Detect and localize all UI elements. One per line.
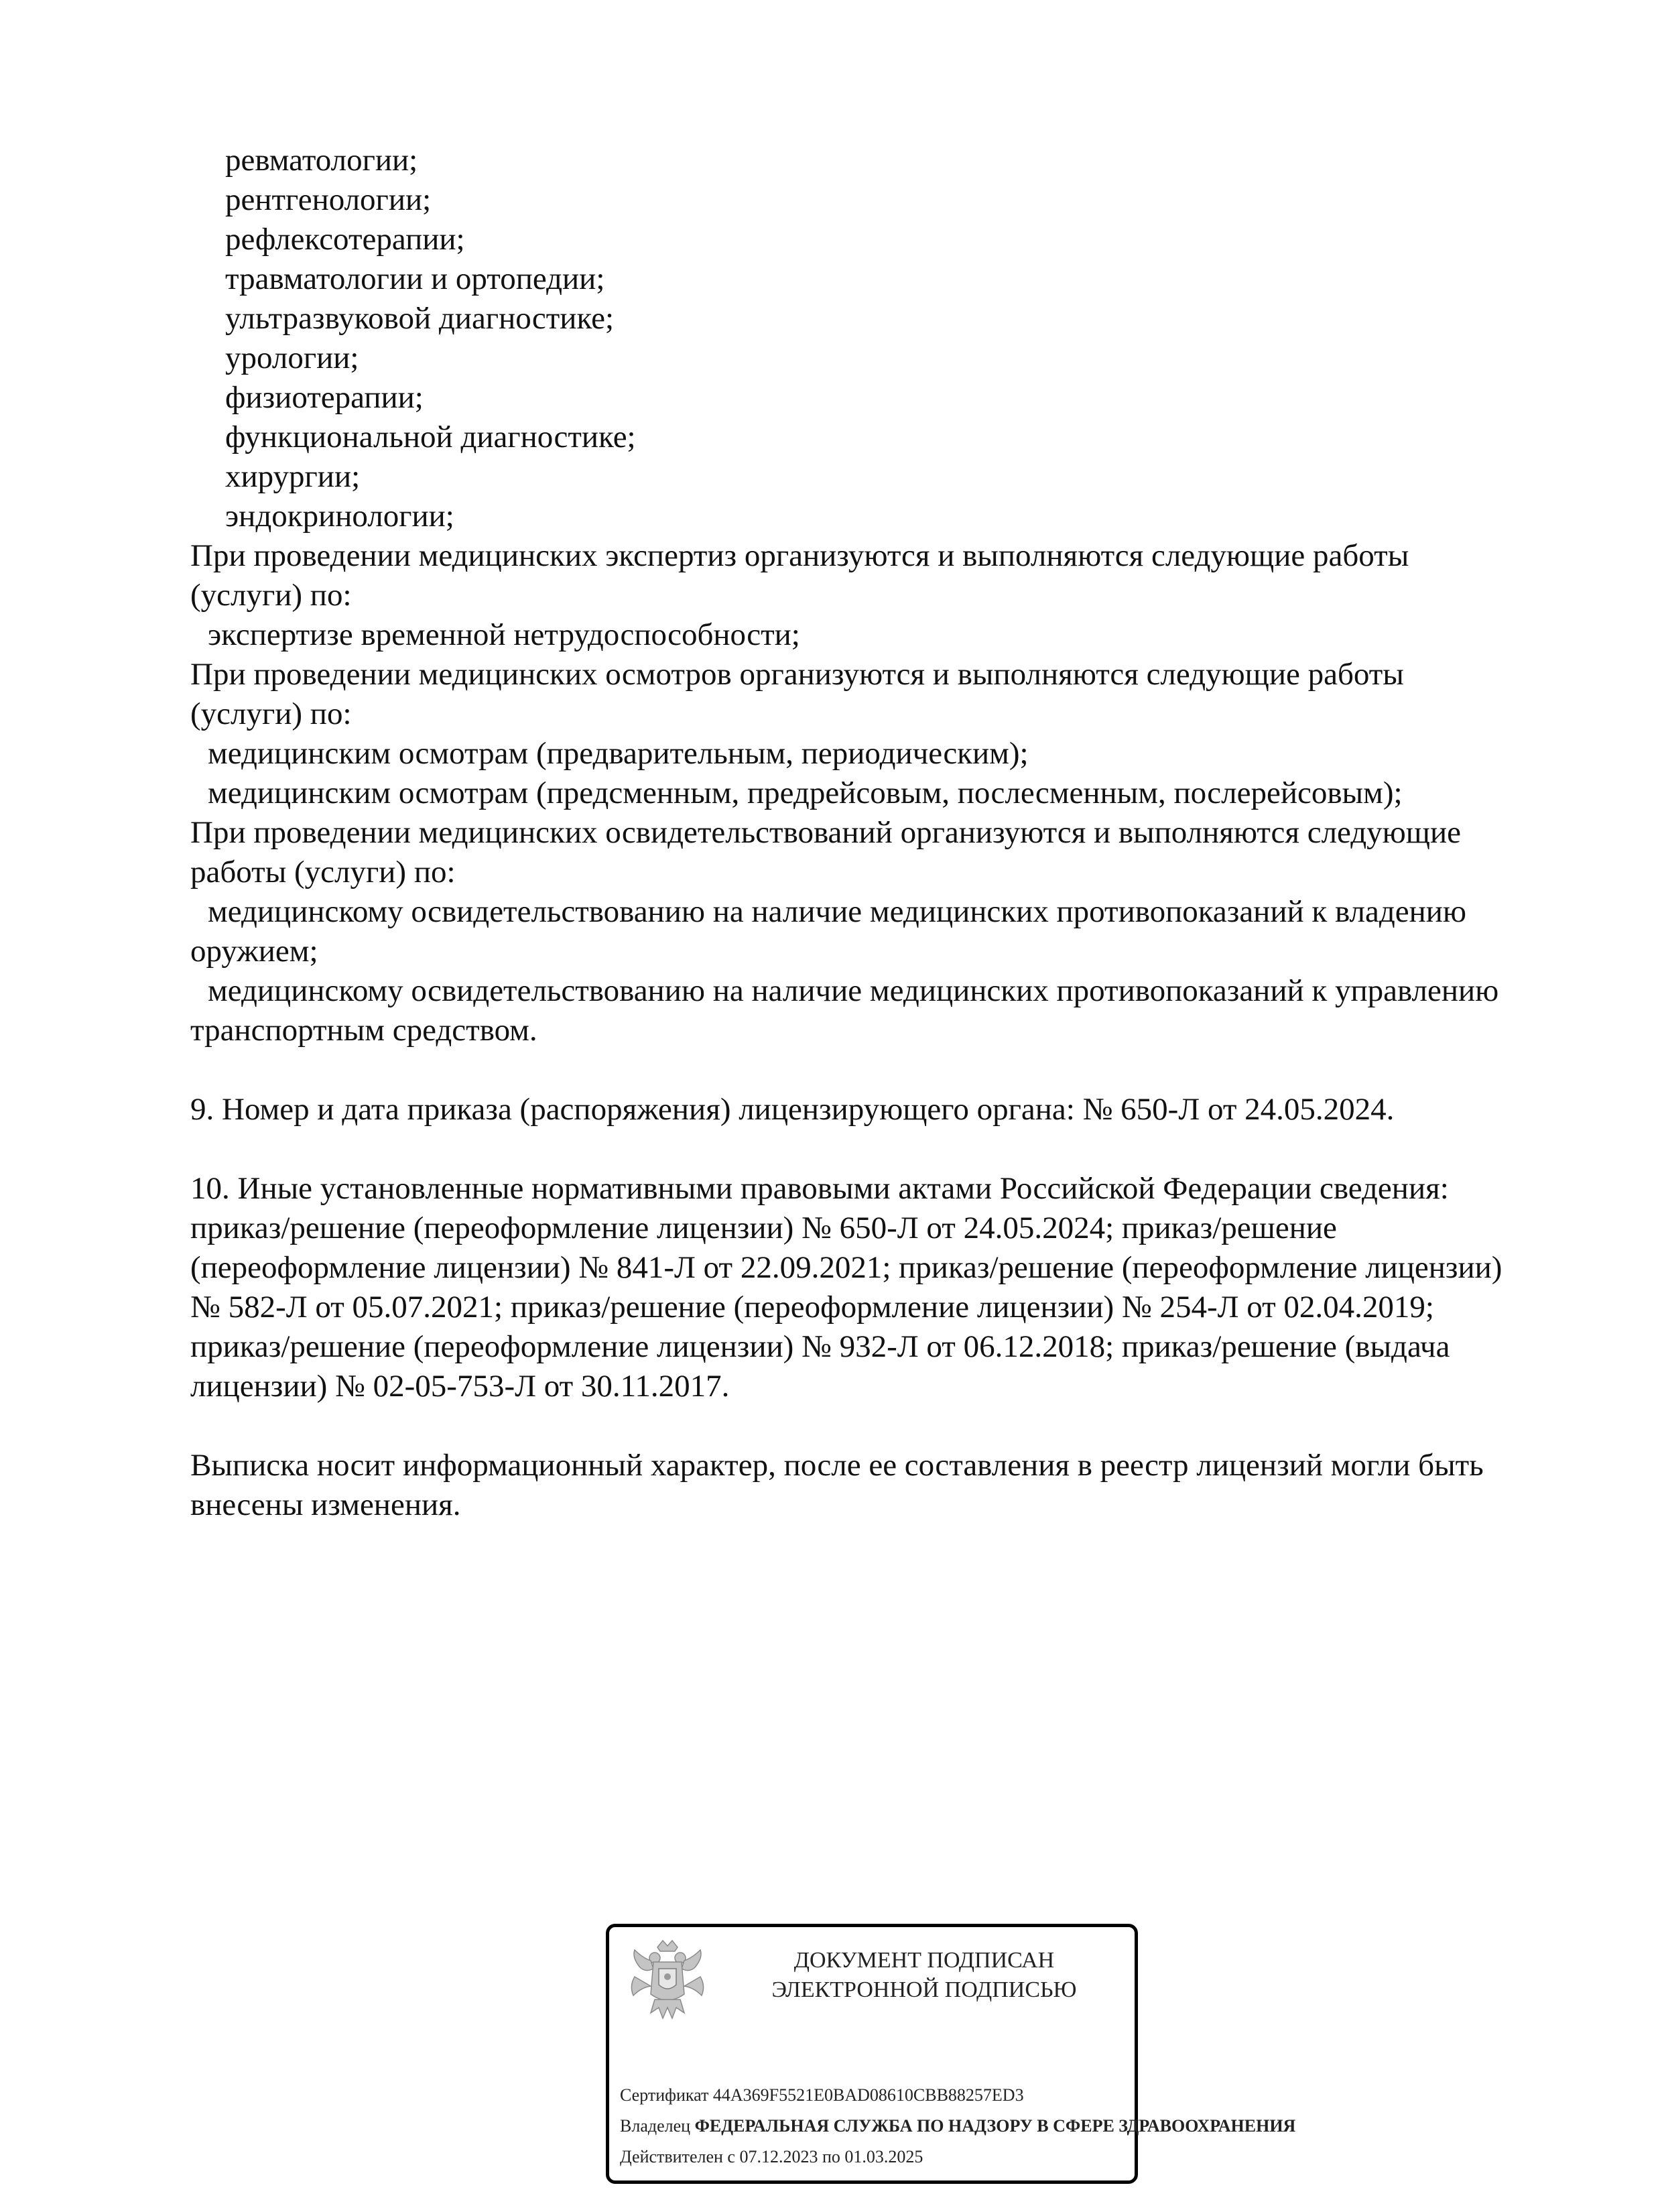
paragraph-line: лицензии) № 02-05-753-Л от 30.11.2017.	[190, 1369, 730, 1404]
paragraph-line: транспортным средством.	[190, 1013, 537, 1048]
disclaimer-line: внесены изменения.	[190, 1487, 461, 1522]
owner-label: Владелец	[620, 2116, 691, 2136]
owner-row	[620, 2115, 1295, 2138]
paragraph-line: При проведении медицинских освидетельствований организуются и выполняются следующие	[190, 815, 1461, 850]
list-item: экспертизе временной нетрудоспособности;	[208, 617, 800, 652]
certificate-value: 44A369F5521E0BAD08610CBB88257ED3	[712, 2085, 1024, 2105]
paragraph-line: № 582-Л от 05.07.2021; приказ/решение (переоформление лицензии) № 254-Л от 02.04.2019;	[190, 1290, 1434, 1325]
paragraph-line: работы (услуги) по:	[190, 855, 456, 889]
owner-value: ФЕДЕРАЛЬНАЯ СЛУЖБА ПО НАДЗОРУ В СФЕРЕ ЗДРАВООХРАНЕНИЯ	[694, 2116, 1296, 2136]
paragraph-line: При проведении медицинских экспертиз организуются и выполняются следующие работы	[190, 538, 1409, 573]
list-item: медицинским осмотрам (предварительным, периодическим);	[208, 736, 1029, 771]
list-item: медицинским осмотрам (предсменным, предрейсовым, послесменным, послерейсовым);	[208, 776, 1403, 810]
paragraph-line: оружием;	[190, 934, 318, 969]
disclaimer-line: Выписка носит информационный характер, после ее составления в реестр лицензий могли быть	[190, 1448, 1484, 1483]
list-item: эндокринологии;	[225, 499, 454, 534]
double-headed-eagle-icon	[628, 1938, 707, 2025]
list-item: хирургии;	[225, 459, 361, 494]
paragraph-line: При проведении медицинских осмотров организуются и выполняются следующие работы	[190, 657, 1404, 692]
paragraph-line: (услуги) по:	[190, 578, 352, 613]
section-order-number: 9. Номер и дата приказа (распоряжения) лицензирующего органа: № 650-Л от 24.05.2024.	[190, 1092, 1395, 1127]
electronic-signature-stamp	[606, 1924, 1296, 2184]
stamp-title-line-2: ЭЛЕКТРОННОЙ ПОДПИСЬЮ	[771, 1977, 1077, 2002]
list-item: рефлексотерапии;	[225, 222, 465, 257]
list-item: ультразвуковой диагностике;	[225, 301, 615, 336]
certificate-label: Сертификат	[620, 2085, 709, 2105]
list-item: травматологии и ортопедии;	[225, 261, 605, 296]
list-item: медицинскому освидетельствованию на наличие медицинских противопоказаний к управлению	[208, 973, 1499, 1008]
certificate-row	[620, 2084, 1024, 2107]
list-item: ревматологии;	[225, 143, 418, 178]
list-item: физиотерапии;	[225, 380, 424, 415]
paragraph-line: (услуги) по:	[190, 696, 352, 731]
list-item: медицинскому освидетельствованию на наличие медицинских противопоказаний к владению	[208, 894, 1467, 929]
stamp-title-line-1: ДОКУМЕНТ ПОДПИСАН	[793, 1948, 1055, 1973]
paragraph-line: приказ/решение (переоформление лицензии) № 932-Л от 06.12.2018; приказ/решение (выдача	[190, 1329, 1450, 1364]
section-other-info: 10. Иные установленные нормативными правовыми актами Российской Федерации сведения:	[190, 1171, 1449, 1206]
list-item: функциональной диагностике;	[225, 420, 636, 454]
validity-row: Действителен с 07.12.2023 по 01.03.2025	[620, 2147, 923, 2166]
paragraph-line: приказ/решение (переоформление лицензии) № 650-Л от 24.05.2024; приказ/решение	[190, 1211, 1337, 1245]
paragraph-line: (переоформление лицензии) № 841-Л от 22.09.2021; приказ/решение (переоформление лицензии)	[190, 1250, 1503, 1285]
list-item: рентгенологии;	[225, 182, 432, 217]
list-item: урологии;	[225, 341, 359, 375]
